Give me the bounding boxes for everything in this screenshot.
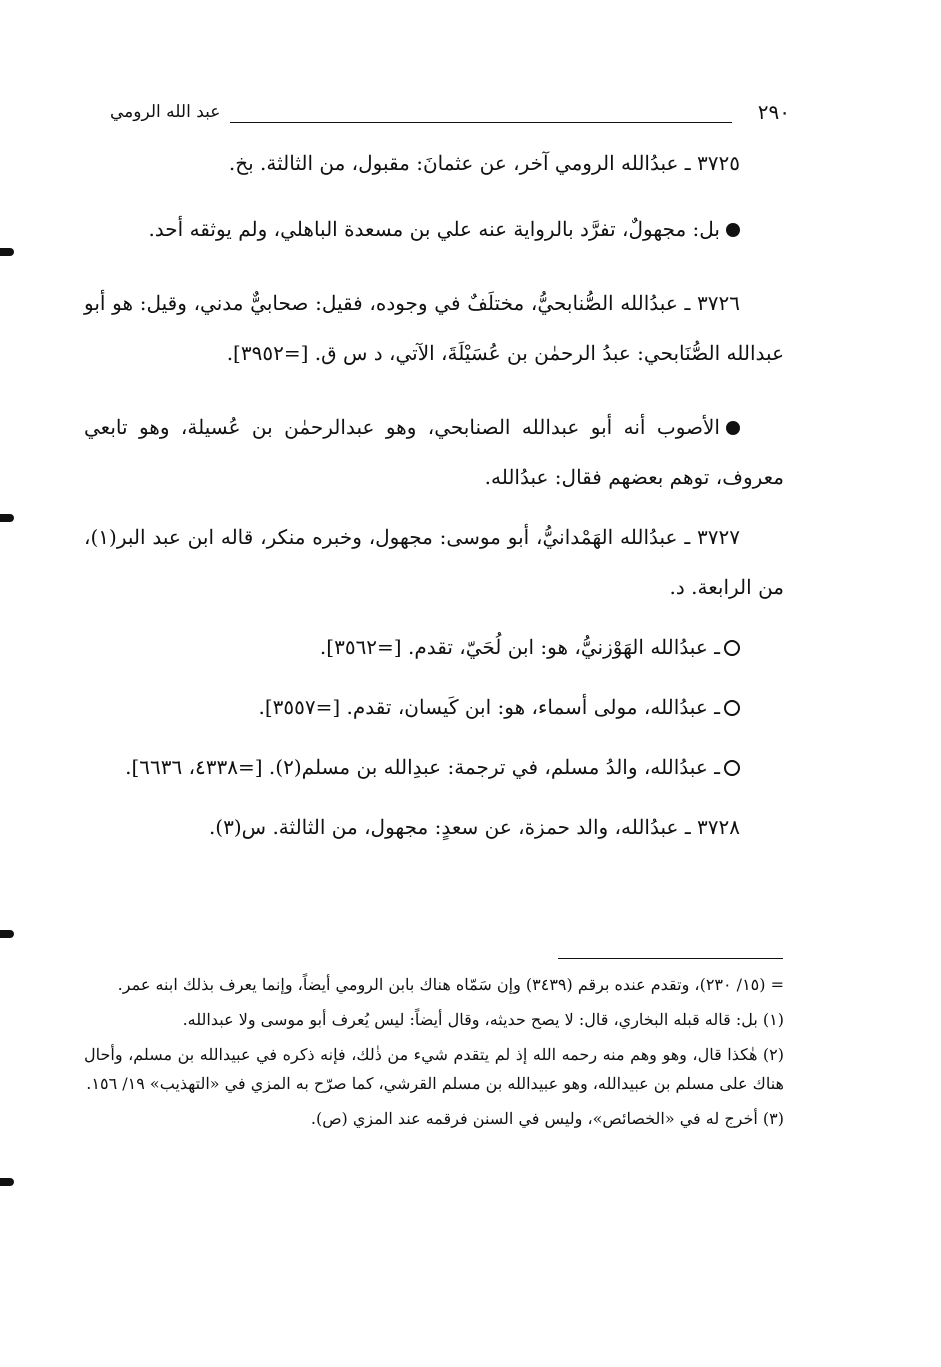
binding-mark	[0, 1178, 14, 1186]
footnotes	[84, 970, 784, 1139]
running-head: عبد الله الرومي	[110, 102, 221, 122]
page-header	[110, 100, 790, 132]
cross-ref-2	[84, 682, 784, 732]
comment-3726	[84, 402, 784, 502]
entry-3727: ٣٧٢٧ ـ عبدُالله الهَمْدانيُّ، أبو موسى: مجهول، وخبره منكر، قاله ابن عبد البر(١)، من الرابعة. د.	[84, 525, 784, 599]
binding-mark	[0, 514, 14, 522]
comment-text: بل: مجهولٌ، تفرَّد بالرواية عنه علي بن مسعدة الباهلي، ولم يوثقه أحد.	[148, 217, 720, 241]
footnote-continuation: = (١٥/ ٢٣٠)، وتقدم عنده برقم (٣٤٣٩) وإن سَمّاه هناك بابن الرومي أيضاً، وإنما يعرف بذلك ابنه عمر.	[117, 975, 784, 994]
footnote-2: (٢) هٰكذا قال، وهو وهم منه رحمه الله إذ لم يتقدم شيء من ذٰلك، فإنه ذكره في عبيدالله بن مسلم، وأحال هناك على مسلم بن عبيدالله، وهو عبيدالله بن مسلم القرشي، كما صرّح به المزي في «التهذيب» ١٩/ ١٥٦.	[84, 1045, 784, 1093]
hollow-circle-icon	[724, 640, 740, 656]
footnote-3: (٣) أخرج له في «الخصائص»، وليس في السنن فرقمه عند المزي (ص).	[310, 1109, 784, 1128]
hollow-circle-icon	[724, 760, 740, 776]
entry-3728: ٣٧٢٨ ـ عبدُالله، والد حمزة، عن سعدٍ: مجهول، من الثالثة. س(٣).	[208, 815, 740, 839]
cross-ref-text: ـ عبدُالله، مولى أسماء، هو: ابن كَيسان، تقدم. [=٣٥٥٧].	[258, 695, 720, 719]
bullet-dot-icon	[726, 223, 740, 237]
bullet-dot-icon	[726, 421, 740, 435]
binding-mark	[0, 248, 14, 256]
footnote-1: (١) بل: قاله قبله البخاري، قال: لا يصح حديثه، وقال أيضاً: ليس يُعرف أبو موسى ولا عبدالله.	[182, 1010, 784, 1029]
entry-3726: ٣٧٢٦ ـ عبدُالله الصُّنابحيُّ، مختلَفٌ في وجوده، فقيل: صحابيٌّ مدني، وقيل: هو أبو عبدالله الصُّنَابحي: عبدُ الرحمٰن بن عُسَيْلَةَ، الآتي، د س ق. [=٣٩٥٢].	[84, 291, 784, 365]
hollow-circle-icon	[724, 700, 740, 716]
comment-text: الأصوب أنه أبو عبدالله الصنابحي، وهو عبدالرحمٰن بن عُسيلة، وهو تابعي معروف، توهم بعضهم فقال: عبدُالله.	[84, 415, 784, 489]
binding-mark	[0, 930, 14, 938]
header-rule	[230, 122, 732, 123]
cross-ref-3	[84, 742, 784, 792]
cross-ref-text: ـ عبدُالله، والدُ مسلم، في ترجمة: عبدِالله بن مسلم(٢). [=٤٣٣٨، ٦٦٣٦].	[125, 755, 720, 779]
cross-ref-1	[84, 622, 784, 672]
entry-3725: ٣٧٢٥ ـ عبدُالله الرومي آخر، عن عثمانَ: مقبول، من الثالثة. بخ.	[228, 151, 740, 175]
cross-ref-text: ـ عبدُالله الهَوْزنيُّ، هو: ابن لُحَيّ، تقدم. [=٣٥٦٢].	[319, 635, 720, 659]
comment-3725	[84, 204, 784, 254]
main-text	[84, 138, 784, 852]
footnote-separator	[558, 958, 783, 959]
page-number: ٢٩٠	[757, 100, 790, 124]
